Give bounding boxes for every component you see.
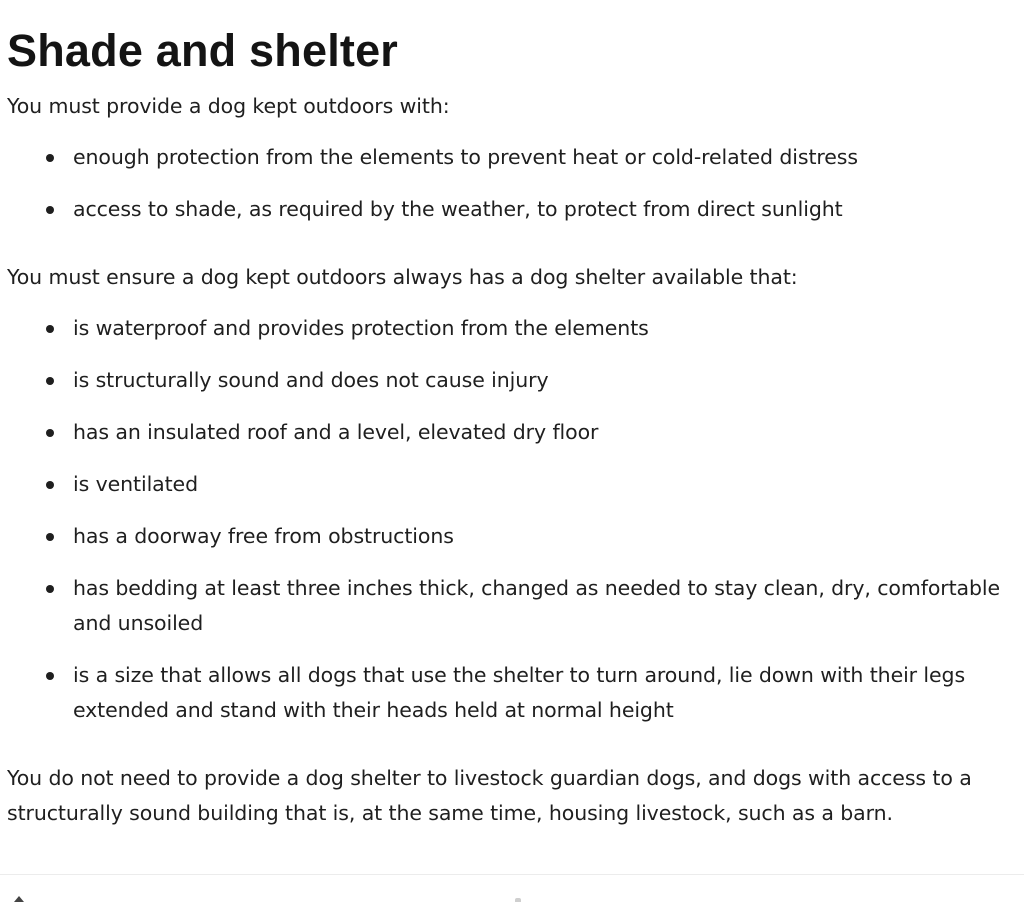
caret-up-icon <box>14 896 24 902</box>
exemption-paragraph: You do not need to provide a dog shelter to livestock guardian dogs, and dogs with access to a structurally sound building that is, at the same time, housing livestock, such as a barn. <box>7 766 972 825</box>
list-item-text: is waterproof and provides protection from the elements <box>73 316 649 340</box>
list-item <box>7 192 1012 227</box>
list-item-text: has an insulated roof and a level, elevated dry floor <box>73 420 599 444</box>
list-item-text: is ventilated <box>73 472 198 496</box>
bullet-icon <box>46 429 54 437</box>
bullet-icon <box>46 325 54 333</box>
page-title: Shade and shelter <box>7 25 399 76</box>
bullet-icon <box>46 377 54 385</box>
list-item <box>7 363 1012 398</box>
bullet-icon <box>46 481 54 489</box>
list-item <box>7 519 1012 554</box>
list-item <box>7 467 1012 502</box>
bullet-icon <box>46 533 54 541</box>
list-item <box>7 140 1012 175</box>
bullet-icon <box>46 585 54 593</box>
list-item-text: access to shade, as required by the weather, to protect from direct sunlight <box>73 197 843 221</box>
list-item-text: is a size that allows all dogs that use the shelter to turn around, lie down with their legs extended and stand with their heads held at normal height <box>73 663 966 722</box>
footer-divider <box>0 874 1024 875</box>
list-item-text: is structurally sound and does not cause injury <box>73 368 549 392</box>
list-item <box>7 415 1012 450</box>
list-item <box>7 571 1012 641</box>
footer-partial-icon <box>515 898 521 902</box>
list-item-text: enough protection from the elements to prevent heat or cold-related distress <box>73 145 858 169</box>
list-item <box>7 311 1012 346</box>
bullet-icon <box>46 206 54 214</box>
list-item-text: has bedding at least three inches thick, changed as needed to stay clean, dry, comfortable and unsoiled <box>73 576 1001 635</box>
bullet-icon <box>46 154 54 162</box>
article-content <box>7 0 1012 831</box>
list-item <box>7 658 1012 728</box>
intro-shelter-paragraph: You must ensure a dog kept outdoors always has a dog shelter available that: <box>7 265 798 289</box>
list-item-text: has a doorway free from obstructions <box>73 524 454 548</box>
bullet-icon <box>46 672 54 680</box>
shelter-requirements-list <box>7 311 1012 728</box>
outdoor-requirements-list <box>7 140 1012 227</box>
intro-outdoors-paragraph: You must provide a dog kept outdoors with: <box>7 94 450 118</box>
